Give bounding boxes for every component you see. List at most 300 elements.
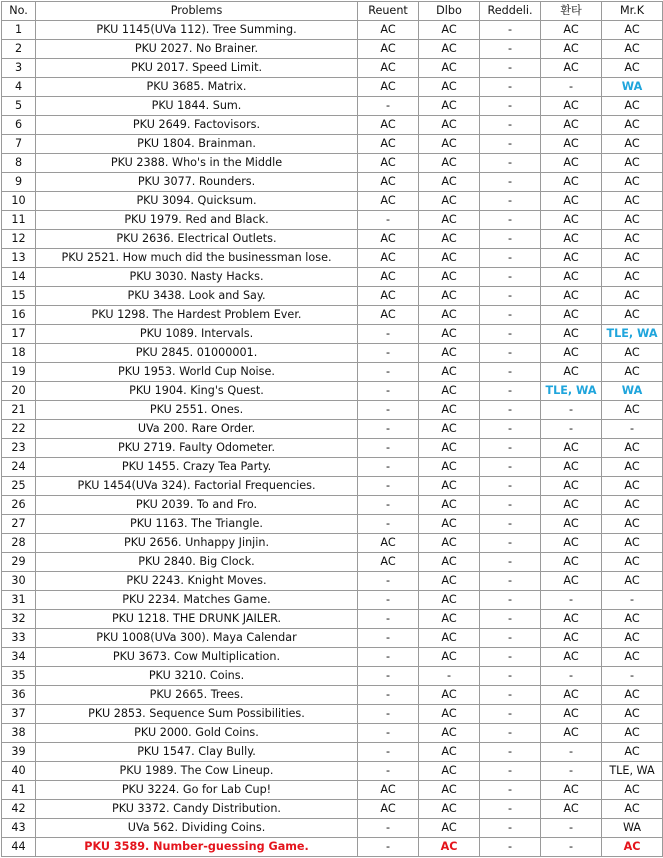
cell-dlbo: AC [419, 325, 480, 344]
cell-reddeli: - [480, 268, 541, 287]
cell-mrk: AC [602, 116, 663, 135]
cell-reuent: - [358, 705, 419, 724]
table-row [2, 781, 663, 800]
table-row [2, 591, 663, 610]
cell-mrk: AC [602, 135, 663, 154]
cell-reddeli: - [480, 743, 541, 762]
header-cell-reddeli: Reddeli. [480, 2, 541, 21]
table-row [2, 420, 663, 439]
cell-no: 16 [2, 306, 36, 325]
cell-dlbo: AC [419, 116, 480, 135]
cell-problem: PKU 2234. Matches Game. [36, 591, 358, 610]
cell-reuent: AC [358, 59, 419, 78]
cell-mrk: AC [602, 192, 663, 211]
cell-reddeli: - [480, 648, 541, 667]
cell-problem: PKU 1904. King's Quest. [36, 382, 358, 401]
table-row [2, 819, 663, 838]
cell-mrk: WA [602, 78, 663, 97]
cell-reddeli: - [480, 439, 541, 458]
cell-no: 34 [2, 648, 36, 667]
cell-hwanta: AC [541, 496, 602, 515]
cell-reddeli: - [480, 667, 541, 686]
cell-no: 4 [2, 78, 36, 97]
cell-hwanta: AC [541, 325, 602, 344]
cell-reddeli: - [480, 819, 541, 838]
cell-no: 30 [2, 572, 36, 591]
cell-no: 40 [2, 762, 36, 781]
table-row [2, 648, 663, 667]
cell-hwanta: AC [541, 477, 602, 496]
cell-dlbo: AC [419, 211, 480, 230]
cell-problem: PKU 1455. Crazy Tea Party. [36, 458, 358, 477]
header-cell-reuent: Reuent [358, 2, 419, 21]
cell-hwanta: AC [541, 629, 602, 648]
cell-dlbo: AC [419, 458, 480, 477]
cell-dlbo: AC [419, 838, 480, 857]
cell-problem: PKU 2551. Ones. [36, 401, 358, 420]
cell-reuent: AC [358, 230, 419, 249]
cell-reddeli: - [480, 610, 541, 629]
cell-reddeli: - [480, 591, 541, 610]
table-row [2, 116, 663, 135]
cell-dlbo: AC [419, 724, 480, 743]
cell-no: 38 [2, 724, 36, 743]
cell-reuent: - [358, 724, 419, 743]
cell-problem: PKU 1089. Intervals. [36, 325, 358, 344]
cell-reuent: - [358, 325, 419, 344]
cell-reuent: - [358, 819, 419, 838]
table-row [2, 800, 663, 819]
cell-reddeli: - [480, 344, 541, 363]
cell-mrk: AC [602, 515, 663, 534]
cell-reddeli: - [480, 192, 541, 211]
cell-reuent: AC [358, 781, 419, 800]
cell-reddeli: - [480, 686, 541, 705]
table-row [2, 135, 663, 154]
cell-problem: PKU 2521. How much did the businessman lose. [36, 249, 358, 268]
cell-no: 23 [2, 439, 36, 458]
cell-dlbo: AC [419, 154, 480, 173]
cell-problem: PKU 3224. Go for Lab Cup! [36, 781, 358, 800]
cell-mrk: AC [602, 838, 663, 857]
header-cell-hwanta: 환타 [541, 2, 602, 21]
cell-dlbo: AC [419, 249, 480, 268]
cell-hwanta: AC [541, 268, 602, 287]
cell-no: 32 [2, 610, 36, 629]
cell-dlbo: AC [419, 743, 480, 762]
cell-reddeli: - [480, 211, 541, 230]
cell-dlbo: AC [419, 819, 480, 838]
cell-mrk: AC [602, 610, 663, 629]
cell-problem: PKU 1008(UVa 300). Maya Calendar [36, 629, 358, 648]
cell-no: 35 [2, 667, 36, 686]
table-row [2, 249, 663, 268]
cell-problem: PKU 2243. Knight Moves. [36, 572, 358, 591]
cell-mrk: - [602, 667, 663, 686]
cell-dlbo: AC [419, 534, 480, 553]
cell-reddeli: - [480, 154, 541, 173]
cell-hwanta: - [541, 401, 602, 420]
cell-hwanta: AC [541, 40, 602, 59]
cell-mrk: AC [602, 97, 663, 116]
table-row [2, 97, 663, 116]
cell-mrk: AC [602, 344, 663, 363]
cell-problem: PKU 2388. Who's in the Middle [36, 154, 358, 173]
cell-hwanta: AC [541, 116, 602, 135]
cell-dlbo: AC [419, 515, 480, 534]
cell-problem: PKU 3589. Number-guessing Game. [36, 838, 358, 857]
cell-dlbo: AC [419, 21, 480, 40]
cell-mrk: AC [602, 173, 663, 192]
cell-mrk: AC [602, 477, 663, 496]
cell-problem: PKU 1844. Sum. [36, 97, 358, 116]
cell-hwanta: AC [541, 192, 602, 211]
cell-problem: PKU 3094. Quicksum. [36, 192, 358, 211]
cell-mrk: AC [602, 211, 663, 230]
cell-dlbo: AC [419, 762, 480, 781]
cell-dlbo: AC [419, 686, 480, 705]
cell-problem: PKU 3673. Cow Multiplication. [36, 648, 358, 667]
cell-dlbo: AC [419, 306, 480, 325]
cell-hwanta: AC [541, 249, 602, 268]
cell-reuent: AC [358, 553, 419, 572]
cell-dlbo: AC [419, 477, 480, 496]
cell-no: 39 [2, 743, 36, 762]
cell-reuent: - [358, 363, 419, 382]
cell-reddeli: - [480, 78, 541, 97]
cell-mrk: AC [602, 496, 663, 515]
cell-reddeli: - [480, 382, 541, 401]
cell-reuent: - [358, 572, 419, 591]
cell-reuent: - [358, 610, 419, 629]
cell-problem: PKU 2845. 01000001. [36, 344, 358, 363]
header-cell-mrk: Mr.K [602, 2, 663, 21]
cell-hwanta: AC [541, 211, 602, 230]
cell-dlbo: AC [419, 382, 480, 401]
header-cell-problems: Problems [36, 2, 358, 21]
cell-problem: PKU 1804. Brainman. [36, 135, 358, 154]
table-row [2, 401, 663, 420]
cell-mrk: AC [602, 363, 663, 382]
cell-dlbo: AC [419, 135, 480, 154]
cell-problem: PKU 3030. Nasty Hacks. [36, 268, 358, 287]
cell-no: 21 [2, 401, 36, 420]
cell-no: 31 [2, 591, 36, 610]
cell-mrk: AC [602, 553, 663, 572]
cell-reddeli: - [480, 553, 541, 572]
cell-problem: PKU 2636. Electrical Outlets. [36, 230, 358, 249]
cell-reddeli: - [480, 534, 541, 553]
cell-mrk: AC [602, 21, 663, 40]
cell-no: 3 [2, 59, 36, 78]
cell-no: 22 [2, 420, 36, 439]
table-row [2, 59, 663, 78]
cell-mrk: AC [602, 458, 663, 477]
cell-dlbo: AC [419, 553, 480, 572]
cell-hwanta: AC [541, 439, 602, 458]
cell-problem: PKU 2017. Speed Limit. [36, 59, 358, 78]
cell-problem: PKU 3077. Rounders. [36, 173, 358, 192]
cell-hwanta: - [541, 838, 602, 857]
cell-reuent: - [358, 686, 419, 705]
cell-reuent: AC [358, 135, 419, 154]
cell-hwanta: AC [541, 800, 602, 819]
cell-no: 33 [2, 629, 36, 648]
table-row [2, 268, 663, 287]
cell-reddeli: - [480, 97, 541, 116]
cell-reuent: AC [358, 21, 419, 40]
cell-reddeli: - [480, 800, 541, 819]
table-row [2, 610, 663, 629]
table-body [2, 21, 663, 857]
cell-hwanta: AC [541, 154, 602, 173]
cell-reddeli: - [480, 515, 541, 534]
cell-problem: PKU 1163. The Triangle. [36, 515, 358, 534]
cell-reddeli: - [480, 306, 541, 325]
cell-reuent: AC [358, 800, 419, 819]
table-row [2, 439, 663, 458]
cell-dlbo: AC [419, 268, 480, 287]
cell-dlbo: AC [419, 40, 480, 59]
cell-hwanta: AC [541, 59, 602, 78]
cell-reuent: - [358, 515, 419, 534]
cell-reuent: - [358, 667, 419, 686]
cell-mrk: AC [602, 439, 663, 458]
cell-mrk: AC [602, 534, 663, 553]
cell-no: 2 [2, 40, 36, 59]
cell-mrk: AC [602, 781, 663, 800]
cell-reuent: - [358, 838, 419, 857]
cell-no: 6 [2, 116, 36, 135]
table-row [2, 192, 663, 211]
cell-reddeli: - [480, 287, 541, 306]
cell-no: 27 [2, 515, 36, 534]
table-row [2, 686, 663, 705]
cell-hwanta: - [541, 762, 602, 781]
cell-reuent: - [358, 382, 419, 401]
table-row [2, 173, 663, 192]
header-cell-no: No. [2, 2, 36, 21]
cell-hwanta: AC [541, 686, 602, 705]
cell-reuent: AC [358, 268, 419, 287]
cell-hwanta: AC [541, 97, 602, 116]
table-row [2, 344, 663, 363]
cell-no: 5 [2, 97, 36, 116]
cell-no: 1 [2, 21, 36, 40]
cell-dlbo: AC [419, 705, 480, 724]
cell-no: 8 [2, 154, 36, 173]
cell-mrk: AC [602, 629, 663, 648]
table-row [2, 705, 663, 724]
cell-problem: PKU 1454(UVa 324). Factorial Frequencies. [36, 477, 358, 496]
cell-hwanta: AC [541, 287, 602, 306]
cell-no: 29 [2, 553, 36, 572]
table-row [2, 211, 663, 230]
cell-reuent: AC [358, 534, 419, 553]
table-row [2, 21, 663, 40]
table-row [2, 838, 663, 857]
cell-reddeli: - [480, 705, 541, 724]
cell-dlbo: AC [419, 192, 480, 211]
cell-hwanta: AC [541, 553, 602, 572]
cell-reuent: AC [358, 287, 419, 306]
cell-dlbo: AC [419, 591, 480, 610]
cell-no: 28 [2, 534, 36, 553]
cell-mrk: TLE, WA [602, 325, 663, 344]
cell-dlbo: AC [419, 230, 480, 249]
cell-no: 15 [2, 287, 36, 306]
cell-hwanta: - [541, 420, 602, 439]
cell-problem: PKU 2840. Big Clock. [36, 553, 358, 572]
cell-no: 11 [2, 211, 36, 230]
cell-reuent: - [358, 344, 419, 363]
cell-hwanta: AC [541, 230, 602, 249]
cell-problem: PKU 1298. The Hardest Problem Ever. [36, 306, 358, 325]
cell-no: 26 [2, 496, 36, 515]
cell-reuent: AC [358, 173, 419, 192]
cell-reddeli: - [480, 724, 541, 743]
table-row [2, 382, 663, 401]
cell-hwanta: AC [541, 344, 602, 363]
cell-dlbo: AC [419, 287, 480, 306]
cell-hwanta: AC [541, 21, 602, 40]
cell-dlbo: AC [419, 344, 480, 363]
table-row [2, 553, 663, 572]
cell-problem: PKU 1953. World Cup Noise. [36, 363, 358, 382]
cell-hwanta: AC [541, 781, 602, 800]
table-row [2, 78, 663, 97]
cell-reddeli: - [480, 363, 541, 382]
cell-reuent: - [358, 762, 419, 781]
problems-table [1, 1, 663, 857]
cell-reddeli: - [480, 40, 541, 59]
table-row [2, 496, 663, 515]
cell-hwanta: AC [541, 458, 602, 477]
cell-no: 25 [2, 477, 36, 496]
cell-hwanta: AC [541, 363, 602, 382]
cell-hwanta: AC [541, 572, 602, 591]
cell-problem: PKU 1979. Red and Black. [36, 211, 358, 230]
cell-reuent: AC [358, 154, 419, 173]
cell-hwanta: AC [541, 705, 602, 724]
cell-problem: PKU 1145(UVa 112). Tree Summing. [36, 21, 358, 40]
cell-hwanta: - [541, 819, 602, 838]
cell-reuent: AC [358, 192, 419, 211]
cell-dlbo: AC [419, 781, 480, 800]
table-row [2, 230, 663, 249]
cell-reddeli: - [480, 781, 541, 800]
cell-reddeli: - [480, 496, 541, 515]
cell-hwanta: AC [541, 534, 602, 553]
table-row [2, 363, 663, 382]
table-row [2, 629, 663, 648]
table-row [2, 515, 663, 534]
table-row [2, 724, 663, 743]
cell-dlbo: AC [419, 363, 480, 382]
cell-reddeli: - [480, 135, 541, 154]
cell-dlbo: - [419, 667, 480, 686]
cell-dlbo: AC [419, 97, 480, 116]
cell-reddeli: - [480, 325, 541, 344]
cell-mrk: AC [602, 705, 663, 724]
cell-reddeli: - [480, 420, 541, 439]
cell-mrk: - [602, 591, 663, 610]
cell-mrk: AC [602, 572, 663, 591]
cell-no: 24 [2, 458, 36, 477]
cell-reuent: AC [358, 40, 419, 59]
cell-dlbo: AC [419, 78, 480, 97]
cell-problem: UVa 562. Dividing Coins. [36, 819, 358, 838]
cell-problem: PKU 2039. To and Fro. [36, 496, 358, 515]
cell-reddeli: - [480, 173, 541, 192]
cell-no: 44 [2, 838, 36, 857]
cell-problem: UVa 200. Rare Order. [36, 420, 358, 439]
cell-no: 42 [2, 800, 36, 819]
cell-hwanta: - [541, 743, 602, 762]
cell-no: 37 [2, 705, 36, 724]
cell-mrk: WA [602, 819, 663, 838]
cell-mrk: AC [602, 724, 663, 743]
cell-reuent: - [358, 420, 419, 439]
cell-dlbo: AC [419, 439, 480, 458]
cell-problem: PKU 2649. Factovisors. [36, 116, 358, 135]
cell-mrk: AC [602, 154, 663, 173]
cell-no: 41 [2, 781, 36, 800]
cell-mrk: AC [602, 249, 663, 268]
cell-mrk: AC [602, 686, 663, 705]
table-row [2, 534, 663, 553]
cell-problem: PKU 2656. Unhappy Jinjin. [36, 534, 358, 553]
cell-hwanta: - [541, 591, 602, 610]
cell-reddeli: - [480, 21, 541, 40]
cell-reddeli: - [480, 629, 541, 648]
cell-mrk: AC [602, 306, 663, 325]
cell-problem: PKU 2719. Faulty Odometer. [36, 439, 358, 458]
cell-problem: PKU 3210. Coins. [36, 667, 358, 686]
cell-reuent: AC [358, 249, 419, 268]
cell-dlbo: AC [419, 572, 480, 591]
table-row [2, 287, 663, 306]
cell-no: 9 [2, 173, 36, 192]
cell-dlbo: AC [419, 648, 480, 667]
cell-mrk: AC [602, 401, 663, 420]
cell-no: 17 [2, 325, 36, 344]
cell-reuent: - [358, 629, 419, 648]
cell-no: 19 [2, 363, 36, 382]
header-row [2, 2, 663, 21]
cell-problem: PKU 2027. No Brainer. [36, 40, 358, 59]
cell-hwanta: AC [541, 515, 602, 534]
cell-reuent: - [358, 477, 419, 496]
cell-reddeli: - [480, 230, 541, 249]
cell-no: 18 [2, 344, 36, 363]
cell-reuent: - [358, 97, 419, 116]
table-row [2, 477, 663, 496]
cell-reuent: - [358, 496, 419, 515]
cell-reddeli: - [480, 838, 541, 857]
cell-problem: PKU 1547. Clay Bully. [36, 743, 358, 762]
cell-mrk: AC [602, 743, 663, 762]
cell-no: 13 [2, 249, 36, 268]
cell-problem: PKU 1218. THE DRUNK JAILER. [36, 610, 358, 629]
cell-problem: PKU 3685. Matrix. [36, 78, 358, 97]
cell-mrk: - [602, 420, 663, 439]
cell-problem: PKU 3438. Look and Say. [36, 287, 358, 306]
cell-problem: PKU 1989. The Cow Lineup. [36, 762, 358, 781]
cell-reuent: AC [358, 116, 419, 135]
cell-dlbo: AC [419, 420, 480, 439]
table-row [2, 762, 663, 781]
